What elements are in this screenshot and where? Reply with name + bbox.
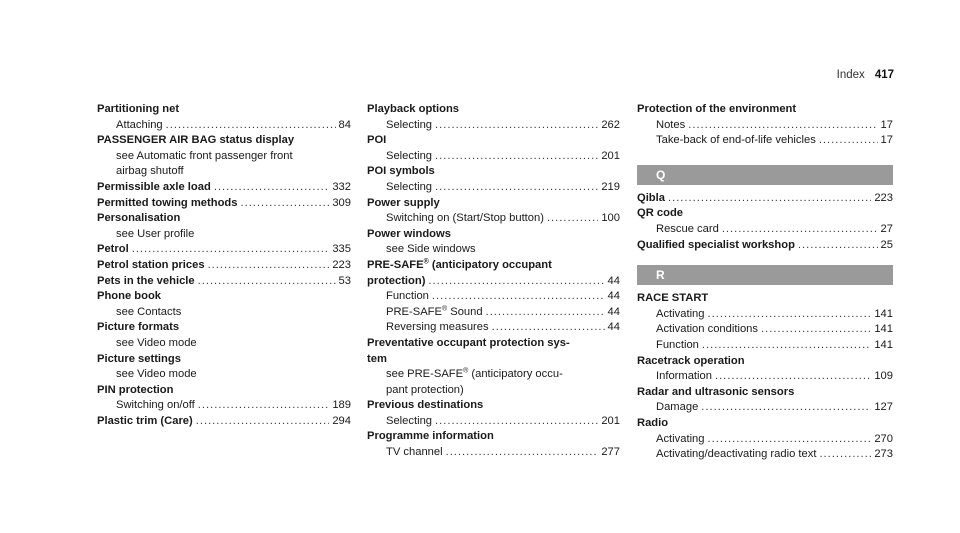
index-entry <box>637 102 893 149</box>
leader-dots <box>208 258 330 274</box>
entry-subitem[interactable] <box>637 222 893 238</box>
index-column-1 <box>97 102 351 429</box>
entry-term: Preventative occupant protection sys- <box>367 336 570 349</box>
leader-dots <box>715 369 871 385</box>
index-entry[interactable] <box>97 196 351 212</box>
page-ref[interactable]: 141 <box>874 338 893 351</box>
page-ref[interactable]: 270 <box>874 432 893 445</box>
leader-dots <box>722 222 878 238</box>
leader-dots <box>486 305 605 321</box>
entry-subitem[interactable] <box>367 289 620 305</box>
index-entry <box>367 336 620 398</box>
leader-dots <box>198 398 330 414</box>
page-ref[interactable]: 219 <box>601 180 620 193</box>
entry-term: Racetrack operation <box>637 354 745 367</box>
index-entry <box>97 102 351 133</box>
page-ref[interactable]: 44 <box>607 290 620 303</box>
entry-term: Qualified specialist workshop <box>637 238 795 251</box>
subitem-label: Selecting <box>386 118 433 131</box>
index-entry <box>367 102 620 133</box>
entry-term: Previous destinations <box>367 399 484 412</box>
index-entry[interactable] <box>97 414 351 430</box>
entry-see-reference[interactable]: see Contacts <box>116 305 182 318</box>
page-ref[interactable]: 277 <box>601 446 620 459</box>
term-text-cont: (anticipatory occupant <box>428 258 552 271</box>
entry-term: Protection of the environment <box>637 103 797 115</box>
entry-term: Permitted towing methods <box>97 196 238 209</box>
index-entry <box>367 227 620 258</box>
subitem-label: Take-back of end-of-life vehicles <box>656 134 816 147</box>
page-ref[interactable]: 44 <box>607 274 620 287</box>
entry-term: PASSENGER AIR BAG status display <box>97 134 295 147</box>
entry-term-cont: tem <box>367 352 387 365</box>
index-entry <box>367 164 620 195</box>
leader-dots <box>708 432 872 448</box>
entry-subitem[interactable] <box>637 133 893 149</box>
page-ref[interactable]: 189 <box>332 399 351 412</box>
subitem-label: Function <box>386 290 429 303</box>
index-entry <box>637 385 893 416</box>
index-column-2 <box>367 102 620 461</box>
leader-dots <box>708 307 872 323</box>
index-entry <box>637 354 893 385</box>
page-ref[interactable]: 201 <box>601 149 620 162</box>
index-column-3 <box>637 102 893 463</box>
entry-term: Programme information <box>367 430 494 443</box>
entry-subitem[interactable] <box>367 180 620 196</box>
leader-dots <box>492 320 605 336</box>
entry-see-reference[interactable]: see User profile <box>116 227 195 240</box>
entry-subitem[interactable] <box>637 307 893 323</box>
leader-dots <box>432 289 605 305</box>
index-entry[interactable] <box>97 180 351 196</box>
index-entry[interactable] <box>97 258 351 274</box>
leader-dots <box>132 242 330 258</box>
entry-term: Playback options <box>367 103 460 115</box>
page-number: 417 <box>874 69 894 81</box>
registered-mark: ® <box>423 258 429 266</box>
entry-term: QR code <box>637 207 684 220</box>
registered-mark: ® <box>463 367 469 375</box>
entry-term: Phone book <box>97 290 162 303</box>
leader-dots <box>196 414 330 430</box>
page-ref[interactable]: 294 <box>332 414 351 427</box>
leader-dots <box>435 149 598 165</box>
page-ref[interactable]: 44 <box>607 321 620 334</box>
index-entry <box>637 206 893 237</box>
leader-dots <box>435 118 598 134</box>
subitem-text-cont: Sound <box>447 305 483 318</box>
subitem-label: Selecting <box>386 414 433 427</box>
subitem-label: Activating <box>656 432 705 445</box>
leader-dots <box>819 133 878 149</box>
page-ref[interactable]: 17 <box>880 118 893 131</box>
index-entry <box>367 258 620 336</box>
subitem-label: TV channel <box>386 446 443 459</box>
leader-dots <box>761 322 871 338</box>
registered-mark: ® <box>441 304 448 312</box>
entry-subitem[interactable] <box>367 305 620 321</box>
subitem-label: Information <box>656 370 712 383</box>
page-ref[interactable]: 25 <box>880 238 893 251</box>
subitem-label: Selecting <box>386 180 433 193</box>
subitem-label: Function <box>656 338 699 351</box>
leader-dots <box>446 445 599 461</box>
term-text: PRE-SAFE <box>367 258 424 271</box>
index-entry <box>637 416 893 463</box>
entry-term: Pets in the vehicle <box>97 274 195 287</box>
subitem-label: Activating <box>656 307 705 320</box>
leader-dots <box>701 400 871 416</box>
page-ref[interactable]: 84 <box>338 118 351 131</box>
entry-see-reference[interactable]: see Video mode <box>116 368 197 381</box>
entry-subitem[interactable] <box>637 118 893 134</box>
entry-term: POI <box>367 134 387 147</box>
entry-term: Partitioning net <box>97 103 180 115</box>
see-text-cont: (anticipatory occu- <box>468 368 563 381</box>
leader-dots <box>428 274 604 290</box>
entry-subitem[interactable] <box>367 414 620 430</box>
entry-term: Personalisation <box>97 212 181 225</box>
entry-term: Qibla <box>637 191 665 204</box>
page-ref[interactable]: 100 <box>601 212 620 225</box>
page-ref[interactable]: 223 <box>874 191 893 204</box>
leader-dots <box>798 238 878 254</box>
see-text: see PRE-SAFE <box>386 368 464 381</box>
index-entry <box>367 196 620 227</box>
subitem-label: Attaching <box>116 118 163 131</box>
index-entry <box>97 352 351 383</box>
entry-term: Picture settings <box>97 352 181 365</box>
index-entry <box>637 291 893 353</box>
section-header-q: Q <box>637 165 893 185</box>
entry-term: Power supply <box>367 196 440 209</box>
entry-subitem[interactable] <box>367 320 620 336</box>
subitem-label: Damage <box>656 401 699 414</box>
page-ref[interactable]: 141 <box>874 323 893 336</box>
entry-term: Radio <box>637 416 669 429</box>
entry-term: RACE START <box>637 292 709 305</box>
index-entry <box>367 429 620 460</box>
entry-term: PIN protection <box>97 383 174 396</box>
leader-dots <box>688 118 877 134</box>
subitem-label: Rescue card <box>656 222 719 235</box>
section-header-r: R <box>637 265 893 285</box>
entry-term: Petrol station prices <box>97 258 205 271</box>
entry-term: Permissible axle load <box>97 180 211 193</box>
subitem-label <box>386 305 483 321</box>
leader-dots <box>166 118 336 134</box>
page-ref[interactable]: 53 <box>338 274 351 287</box>
entry-subitem[interactable] <box>637 447 893 463</box>
leader-dots <box>435 414 598 430</box>
page-ref[interactable]: 44 <box>607 305 620 318</box>
page-ref[interactable]: 309 <box>332 196 351 209</box>
entry-see-reference[interactable]: see Automatic front passenger front <box>116 149 293 162</box>
index-entry <box>367 133 620 164</box>
leader-dots <box>819 447 871 463</box>
leader-dots <box>240 196 329 212</box>
subitem-label: Switching on/off <box>116 399 195 412</box>
page-ref[interactable]: 332 <box>332 180 351 193</box>
leader-dots <box>702 338 871 354</box>
entry-subitem[interactable] <box>97 398 351 414</box>
index-label: Index <box>836 69 865 81</box>
page-ref[interactable]: 27 <box>880 222 893 235</box>
entry-subitem[interactable] <box>367 211 620 227</box>
leader-dots <box>214 180 330 196</box>
index-entry <box>97 289 351 320</box>
entry-subitem[interactable] <box>97 118 351 134</box>
entry-subitem[interactable] <box>367 118 620 134</box>
entry-see-reference[interactable]: see Side windows <box>386 243 476 256</box>
subitem-text: PRE-SAFE <box>386 305 442 318</box>
subitem-label: Activation conditions <box>656 323 758 336</box>
page-ref[interactable]: 262 <box>601 118 620 131</box>
term-text: protection) <box>367 274 426 287</box>
subitem-label: Activating/deactivating radio text <box>656 448 817 461</box>
page-ref[interactable]: 17 <box>880 134 893 147</box>
page-ref[interactable]: 201 <box>601 414 620 427</box>
index-entry[interactable] <box>97 242 351 258</box>
leader-dots <box>435 180 598 196</box>
subitem-label: Selecting <box>386 149 433 162</box>
entry-subitem[interactable] <box>367 445 620 461</box>
entry-term: POI symbols <box>367 165 435 178</box>
index-entry <box>97 211 351 242</box>
subitem-label: Reversing measures <box>386 321 489 334</box>
index-entry <box>97 383 351 414</box>
subitem-label: Notes <box>656 118 686 131</box>
page-ref[interactable]: 127 <box>874 401 893 414</box>
entry-term: Radar and ultrasonic sensors <box>637 385 795 398</box>
page-header <box>837 69 894 81</box>
page-ref[interactable]: 223 <box>332 258 351 271</box>
index-entry[interactable] <box>637 238 893 254</box>
entry-subitem[interactable] <box>367 149 620 165</box>
subitem-label: Switching on (Start/Stop button) <box>386 212 544 225</box>
entry-term: Power windows <box>367 227 451 240</box>
entry-term: Plastic trim (Care) <box>97 414 193 427</box>
page-ref[interactable]: 273 <box>874 448 893 461</box>
entry-term: Petrol <box>97 243 129 256</box>
entry-see-reference-cont: pant protection) <box>386 383 464 396</box>
index-entry <box>367 398 620 429</box>
entry-subitem[interactable] <box>637 338 893 354</box>
leader-dots <box>198 274 336 290</box>
entry-term-line2[interactable] <box>367 274 620 290</box>
entry-see-reference[interactable] <box>367 367 620 383</box>
page-ref[interactable]: 335 <box>332 243 351 256</box>
entry-subitem[interactable] <box>637 369 893 385</box>
entry-term-line1 <box>367 258 620 274</box>
entry-subitem[interactable] <box>637 432 893 448</box>
entry-term: Picture formats <box>97 321 180 334</box>
entry-see-reference[interactable]: see Video mode <box>116 336 197 349</box>
leader-dots <box>547 211 598 227</box>
index-entry[interactable] <box>637 191 893 207</box>
entry-subitem[interactable] <box>637 322 893 338</box>
leader-dots <box>668 191 871 207</box>
entry-see-reference-cont: airbag shutoff <box>116 165 184 178</box>
page-ref[interactable]: 141 <box>874 307 893 320</box>
index-entry <box>97 133 351 180</box>
page-ref[interactable]: 109 <box>874 370 893 383</box>
index-entry[interactable] <box>97 274 351 290</box>
entry-subitem[interactable] <box>637 400 893 416</box>
index-entry <box>97 320 351 351</box>
